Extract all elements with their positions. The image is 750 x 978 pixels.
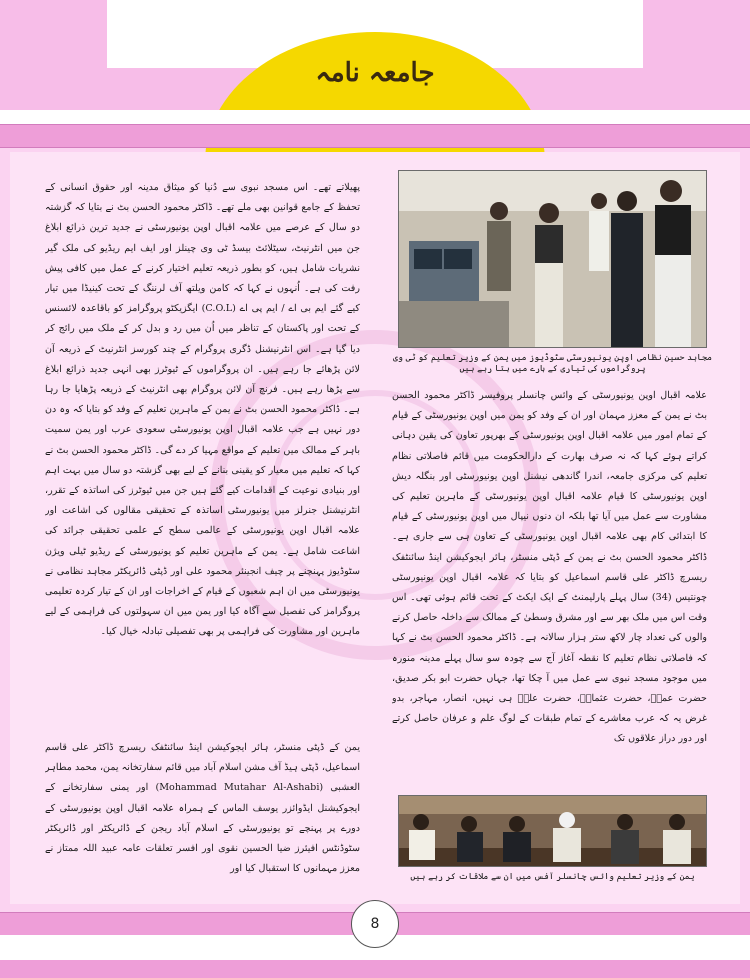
photo-vc-office-image xyxy=(399,796,706,866)
photo-caption-studio: مجاہد حسین نظامی اوپن یونیورسٹی سٹوڈیوز میں یمن کے وزیر تعلیم کو ٹی وی پروگراموں کی تیاری کے بارے میں بتا رہے ہیں xyxy=(392,353,712,374)
paragraph: علامہ اقبال اوپن یونیورسٹی کے وائس چانسلر پروفیسر ڈاکٹر محمود الحسن بٹ نے یمن کے معزز مہمان اور ان کے وفد کو یمن میں اوپن یونیورسٹی کے قیام کے تمام امور میں علامہ اقبال اوپن یونیورسٹی کے بھرپور تعاون کی یقین دہانی کراتے ہوئے کہا کہ نہ صرف بھارت کے دارالحکومت میں قائم فاصلاتی نظام تعلیم کی مرکزی جامعہ، اندرا گاندھی نیشنل اوپن یونیورسٹی اور بنگلہ دیش اوپن یونیورسٹی کا قیام علامہ اقبال اوپن یونیورسٹی کے ماہرین تعلیم کی مشاورت سے عمل میں آیا تھا بلکہ ان دنوں نیپال میں اوپن یونیورسٹی کے قیام کا ابتدائی کام بھی علامہ اقبال اوپن یونیورسٹی کے تعاون ہی سے جاری ہے۔ ڈاکٹر محمود الحسن بٹ نے یمن کے ڈپٹی منسٹر، ہائر ایجوکیشن اینڈ سائنٹفک ریسرچ ڈاکٹر علی قاسم اسماعیل کو بتایا کہ علامہ اقبال اوپن یونیورسٹی چونتیس (34) سال پہلے پارلیمنٹ کے ایک ایکٹ کے تحت قائم ہوئی تھی۔ اس وقت اس میں ملک بھر سے اور مشرق وسطیٰ کے ممالک سے داخلہ حاصل کرنے والوں کی تعداد چار لاکھ ستر ہزار سالانہ ہے۔ ڈاکٹر محمود الحسن بٹ نے کہا کہ فاصلاتی نظام تعلیم کا نقطہ آغاز آج سے چودہ سو سال پہلے مدینہ منورہ میں موجود مسجد نبوی سے عمل میں آ چکا تھا، جہاں حضرت ابو بکر صدیق، حضرت عمرؓ، حضرت عثمانؓ، حضرت علیؓ ہی نہیں، انصار، مہاجر، بدو غرض یہ کہ عرب معاشرے کے تمام طبقات کے لوگ علم و عرفان حاصل کرتے اور دور دراز علاقوں تک xyxy=(392,390,707,745)
footer-strip xyxy=(0,960,750,978)
photo-caption-meeting: یمن کے وزیر تعلیم وائس چانسلر آفس میں ان سے ملاقات کر رہے ہیں xyxy=(410,872,695,882)
photo-vc-office-meeting xyxy=(398,795,707,867)
top-pink-bar xyxy=(0,124,750,148)
article-column-right xyxy=(392,386,707,796)
article-column-left-top xyxy=(45,178,360,730)
paragraph: یمن کے ڈپٹی منسٹر، ہائر ایجوکیشن اینڈ سائنٹفک ریسرچ ڈاکٹر علی قاسم اسماعیل، ڈپٹی ہیڈ آف مشن اسلام آباد میں قائم سفارتخانہ یمن، محمد مطاہر العشبی (Mohammad Mutahar Al-Ashabi) اور یمنی سفارتخانے کے ایجوکیشنل ایڈوائزر یوسف الماس کے ہمراہ علامہ اقبال اوپن یونیورسٹی کے دورے پر پہنچے تو یونیورسٹی کے اسلام آباد ریجن کے ڈائریکٹر اور ڈائریکٹر سٹوڈنٹس افیئرز ضیا الحسین نقوی اور افسر تعلقات عامہ عبید اللہ ممتاز نے معزز مہمانوں کا استقبال کیا اور xyxy=(45,742,360,875)
photo-studio-visit-image xyxy=(399,171,706,347)
paragraph: پھیلاتے تھے۔ اس مسجد نبوی سے دُنیا کو میثاق مدینہ اور حقوق انسانی کے تحفظ کے جامع قوانین بھی ملے تھے۔ ڈاکٹر محمود الحسن بٹ نے بتایا کہ گزشتہ دو سال کے عرصے میں علامہ اقبال اوپن یونیورسٹی نے جدید ترین ذرائع ابلاغ جن میں انٹرنیٹ، سیٹلائٹ بیسڈ ٹی وی چینلز اور ایف ایم ریڈیو کی ملک گیر نشریات شامل ہیں، کو بطور ذریعہ تعلیم اختیار کرنے کے عمل میں کافی پیش رفت کی ہے۔ اُنہوں نے کہا کہ کامن ویلتھ آف لرننگ کے تحت کینیڈا میں تیار کیے گئے ایم بی اے / ایم پی اے (C.O.L) ایگزیکٹو پروگرامز کو باقاعدہ لائسنس کے تحت اور پاکستان کے تناظر میں اُن میں رد و بدل کر کے ملک میں رائج کر دیا گیا ہے۔ اس انٹرنیشنل ڈگری پروگرام کے چند کورسز انٹرنیٹ کے ذریعہ آن لائن پڑھائے جا رہے ہیں۔ ان پروگراموں کے ٹیوٹرز بھی انہی جدید ذرائع ابلاغ سے پڑھا رہے ہیں۔ فرنچ آن لائن پروگرام بھی انٹرنیٹ کے ذریعہ پڑھایا جا رہا ہے۔ ڈاکٹر محمود الحسن بٹ نے یمن کے ماہرین تعلیم کے وفد کو بتایا کہ وہ دن دور نہیں ہے جب علامہ اقبال اوپن یونیورسٹی سعودی عرب اور یمن سمیت باہر کے ممالک میں تعلیم کے مواقع مہیا کر دے گی۔ ڈاکٹر محمود الحسن بٹ نے کہا کہ تعلیم میں معیار کو یقینی بنانے کے لیے بھی گزشتہ دو سال میں بہت اہم اور بنیادی نوعیت کے اقدامات کیے گئے ہیں جن میں ٹیوٹرز کی اساتذہ کے تقرر، انٹرنیشنل جنرلز میں یونیورسٹی اساتذہ کے تحقیقی مقالوں کی اشاعت اور علامہ اقبال اوپن یونیورسٹی کے عالمی سطح کے علمی تحقیقی جرائد کی اشاعت شامل ہے۔ یمن کے ماہرین تعلیم کو یونیورسٹی کے ریڈیو ٹیلی ویژن سٹوڈیوز پہنچنے پر چیف انجینئر محمود علی اور ڈپٹی ڈائریکٹر مجاہد نظامی نے یونیورسٹی میں ان اہم شعبوں کے قیام کے اخراجات اور ان کے تیار کردہ تعلیمی پروگرامز کی تفصیل سے آگاہ کیا اور یمن میں ان سہولتوں کی فراہمی کے لیے ماہرین اور مشاورت کی فراہمی پر بھی تفصیلی تبادلہ خیال کیا۔ xyxy=(45,182,360,638)
photo-studio-visit xyxy=(398,170,707,348)
divider-white xyxy=(0,110,750,124)
page-title: جامعہ نامہ xyxy=(315,58,435,88)
article-column-left-bottom xyxy=(45,738,360,904)
page-number: 8 xyxy=(351,900,399,948)
